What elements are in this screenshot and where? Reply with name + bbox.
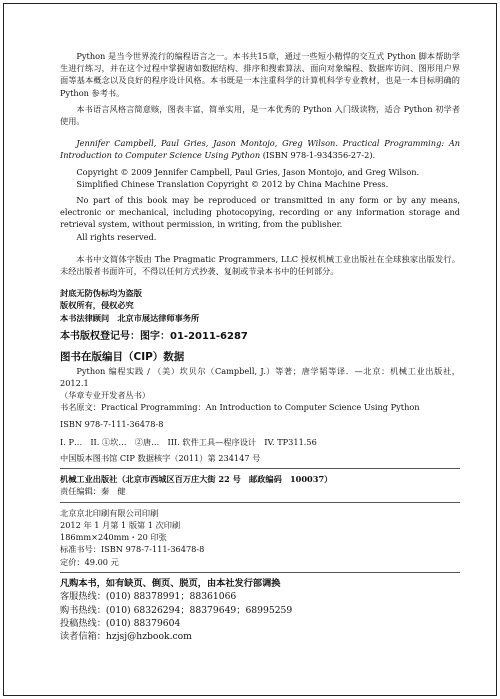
copyright-line: Copyright © 2009 Jennifer Campbell, Paul Gries, Jason Montojo, and Greg Wilson. [76,166,420,177]
cip-entry: Python 编程实践 / （美）坎贝尔（Campbell, J.）等著；唐学韬等译．—北京：机械工业出版社，2012.1 [60,365,460,389]
responsible-editor: 责任编辑：秦 健 [60,486,126,497]
printer: 北京京北印刷有限公司印刷 [60,507,159,518]
divider [60,572,460,573]
divider [60,502,460,503]
book-format: 186mm×240mm・20 印张 [60,532,167,543]
divider [60,468,460,469]
cip-original-title: 书名原文：Practical Programming：An Introduction to Computer Science Using Python [60,402,420,413]
ref-authors: Jennifer Campbell, Paul Gries, Jason Montojo, Greg Wilson. [76,138,338,149]
submission-hotline: 投稿热线：(010) 88379604 [60,617,181,629]
intro-paragraph-2: 本书语言风格言简意赅，图表丰富，简单实用，是一本优秀的 Python 入门级读物，适合 Python 初学者使用。 [60,103,460,127]
service-hotline: 客服热线：(010) 88378991；88361066 [60,591,237,603]
rights-reserved-notice: 版权所有，侵权必究 [60,300,134,311]
exchange-notice: 凡购本书，如有缺页、倒页、脱页，由本社发行部调换 [60,577,281,589]
standard-book-number: 标准书号：ISBN 978-7-111-36478-8 [60,544,205,555]
cip-classification: I. P… II. ①坎… ②唐… III. 软件工具—程序设计 IV. TP311.56 [60,436,317,447]
publisher-address: 机械工业出版社（北京市西城区百万庄大街 22 号 邮政编码 100037） [60,474,333,485]
edition: 2012 年 1 月第 1 版第 1 次印刷 [60,519,181,530]
copyright-page [60,50,460,644]
cip-core-number: 中国版本图书馆 CIP 数据核字（2011）第 234147 号 [60,453,261,464]
cip-isbn: ISBN 978-7-111-36478-8 [60,418,164,429]
translation-copyright-line: Simplified Chinese Translation Copyright © 2012 by China Machine Press. [76,178,389,189]
anti-piracy-notice: 封底无防伪标均为盗版 [60,288,142,299]
original-reference [60,137,460,161]
intro-paragraph-1: Python 是当今世界流行的编程语言之一。本书共15章，通过一些短小精悍的交互式 Python 脚本帮助学生进行练习，并在这个过程中掌握诸如数据结构、排序和搜索算法、面向对象编程、数据库访问、图形用户界面等基本概念以及良好的程序设计风格。本书既是一本注重科学的计算机科学专业教材，也是一本目标明确的 Python 参考书。 [60,51,460,98]
ref-isbn: (ISBN 978-1-934356-27-2). [262,150,376,161]
cip-title: 图书在版编目（CIP）数据 [60,350,185,363]
price: 定价：49.00 元 [60,556,119,567]
reader-email[interactable]: 读者信箱：hzjsj@hzbook.com [60,631,192,643]
cip-series: （华章专业开发者丛书） [60,390,151,401]
copyright-registration: 本书版权登记号：图字：01-2011-6287 [60,330,248,342]
ref-title: Practical Programming: An Introduction to Computer Science Using Python [60,138,461,161]
legal-counsel: 本书法律顾问 北京市展达律师事务所 [60,312,200,323]
purchase-hotline: 购书热线：(010) 68326294；88379649；68995259 [60,604,293,616]
license-statement: 本书中文简体字版由 The Pragmatic Programmers, LLC 授权机械工业出版社在全球独家出版发行。未经出版者书面许可，不得以任何方式抄袭、复制或节录本书中的任何部分。 [60,253,460,277]
all-rights-reserved: All rights reserved. [76,231,157,242]
rights-notice: No part of this book may be reproduced or transmitted in any form or by any means, electronic or mechanical, including photocopying, recording or any information storage and retrieval system, without permission, in writing, from the publisher. [60,195,460,230]
